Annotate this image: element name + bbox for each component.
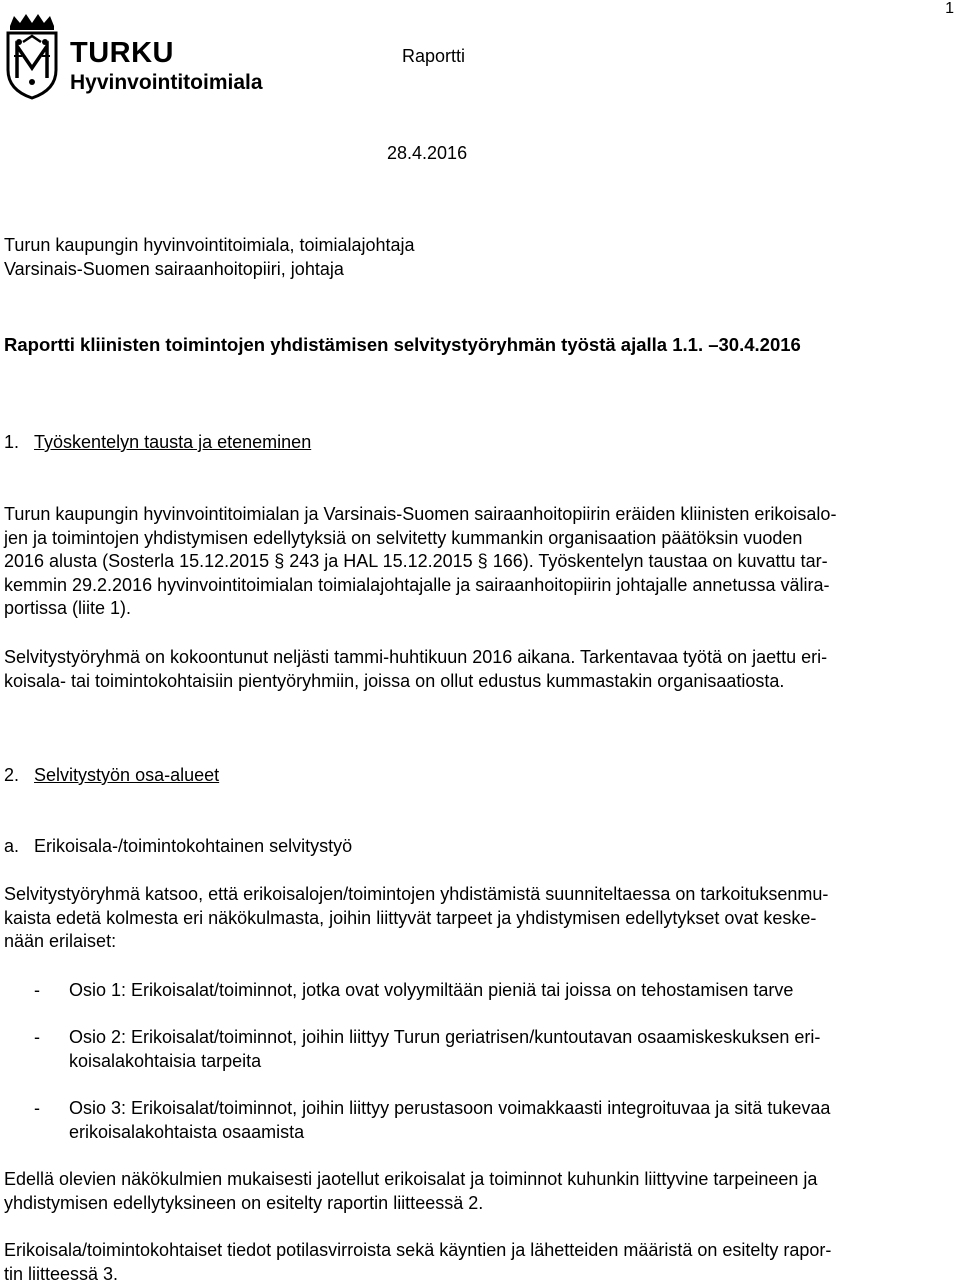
text-line: Turun kaupungin hyvinvointitoimialan ja Varsinais-Suomen sairaanhoitopiirin eräiden kliinisten erikoisalo- — [4, 503, 952, 527]
doc-date: 28.4.2016 — [387, 141, 467, 165]
text-line: Osio 3: Erikoisalat/toiminnot, joihin liittyy perustasoon voimakkaasti integroituvaa ja sitä tukevaa — [69, 1097, 949, 1121]
section1-heading — [4, 431, 952, 455]
recipient-line: Turun kaupungin hyvinvointitoimiala, toimialajohtaja — [4, 234, 952, 258]
text-line: Selvitystyöryhmä on kokoontunut neljästi tammi-huhtikuun 2016 aikana. Tarkentavaa työtä on jaettu eri- — [4, 646, 952, 670]
text-line: koisala- tai toimintokohtaisiin pientyöryhmiin, joissa on ollut edustus kummastakin organisaatiosta. — [4, 670, 952, 694]
text-line: koisalakohtaisia tarpeita — [69, 1050, 949, 1074]
text-line: erikoisalakohtaista osaamista — [69, 1121, 949, 1145]
section2-intro — [4, 883, 952, 954]
subsection-a-title: Erikoisala-/toimintokohtainen selvitystyö — [34, 836, 352, 856]
bullet-item — [69, 1097, 949, 1144]
page-number: 1 — [945, 0, 954, 18]
bullet-item — [69, 979, 949, 1003]
text-line: jen ja toimintojen yhdistymisen edellytyksiä on selvitetty kummankin organisaation päätöksin vuoden — [4, 527, 952, 551]
text-line: Erikoisala/toimintokohtaiset tiedot potilasvirroista sekä käyntien ja lähetteiden määristä on esitelty rapor- — [4, 1239, 952, 1263]
text-line: kaista edetä kolmesta eri näkökulmasta, joihin liittyvät tarpeet ja yhdistymisen edellytykset ovat keske- — [4, 907, 952, 931]
logo-word-hyvinvointitoimiala: Hyvinvointitoimiala — [70, 72, 263, 94]
report-title: Raportti kliinisten toimintojen yhdistämisen selvitystyöryhmän työstä ajalla 1.1. –30.4.2016 — [4, 333, 952, 357]
text-line: portissa (liite 1). — [4, 597, 952, 621]
section1-title: Työskentelyn tausta ja eteneminen — [34, 432, 311, 452]
logo — [4, 10, 266, 102]
doc-type: Raportti — [402, 44, 465, 68]
section1-number: 1. — [4, 432, 19, 452]
text-line: Osio 1: Erikoisalat/toiminnot, jotka ovat volyymiltään pieniä tai joissa on tehostamisen tarve — [69, 979, 949, 1003]
section2-title: Selvitystyön osa-alueet — [34, 765, 219, 785]
section1-paragraph-2 — [4, 646, 952, 693]
text-line: 2016 alusta (Sosterla 15.12.2015 § 243 ja HAL 15.12.2015 § 166). Työskentelyn taustaa on kuvattu tar- — [4, 550, 952, 574]
bullet-dash: - — [34, 1097, 40, 1121]
text-line: Osio 2: Erikoisalat/toiminnot, joihin liittyy Turun geriatrisen/kuntoutavan osaamiskeskuksen eri- — [69, 1026, 949, 1050]
section2-paragraph-after — [4, 1168, 952, 1215]
section2-number: 2. — [4, 765, 19, 785]
text-line: Edellä olevien näkökulmien mukaisesti jaotellut erikoisalat ja toiminnot kuhunkin liittyvine tarpeineen ja — [4, 1168, 952, 1192]
text-line: kemmin 29.2.2016 hyvinvointitoimialan toimialajohtajalle ja sairaanhoitopiirin johtajalle annetussa välira- — [4, 574, 952, 598]
text-line: Selvitystyöryhmä katsoo, että erikoisalojen/toimintojen yhdistämistä suunniteltaessa on tarkoituksenmu- — [4, 883, 952, 907]
subsection-a-heading — [4, 835, 952, 859]
text-line: yhdistymisen edellytyksineen on esitelty raportin liitteessä 2. — [4, 1192, 952, 1216]
recipient-line: Varsinais-Suomen sairaanhoitopiiri, johtaja — [4, 258, 952, 282]
logo-word-turku: TURKU — [70, 38, 174, 68]
turku-coat-of-arms-icon — [4, 12, 60, 100]
section1-paragraph-1 — [4, 503, 952, 621]
bullet-item — [69, 1026, 949, 1073]
recipients — [4, 234, 952, 281]
text-line: nään erilaiset: — [4, 930, 952, 954]
subsection-a-letter: a. — [4, 836, 19, 856]
section2-paragraph-last — [4, 1239, 952, 1286]
text-line: tin liitteessä 3. — [4, 1263, 952, 1286]
section2-heading — [4, 764, 952, 788]
bullet-dash: - — [34, 979, 40, 1003]
bullet-dash: - — [34, 1026, 40, 1050]
